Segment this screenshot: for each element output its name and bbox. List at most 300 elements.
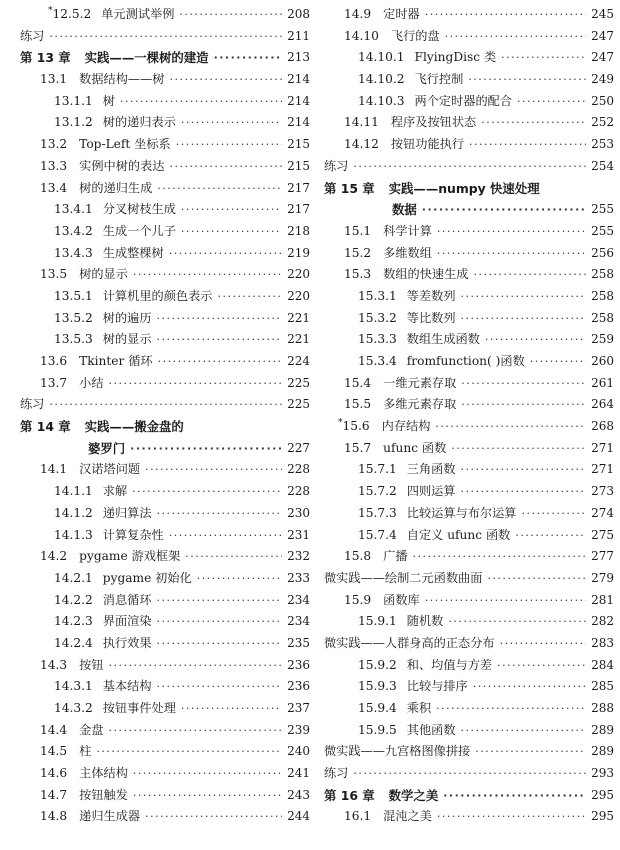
page-number: 224 bbox=[287, 354, 310, 368]
section-title: 三角函数 bbox=[406, 462, 456, 477]
leader-dots bbox=[459, 373, 586, 395]
leader-dots bbox=[174, 134, 282, 156]
section-title: 按钮事件处理 bbox=[102, 701, 176, 715]
section-number: 13.5.3 bbox=[54, 332, 93, 347]
leader-dots bbox=[495, 655, 586, 677]
page-number: 230 bbox=[287, 505, 310, 520]
section-title: 广播 bbox=[383, 549, 408, 564]
page-number: 258 bbox=[591, 288, 614, 303]
page-number: 252 bbox=[591, 115, 614, 130]
leader-dots bbox=[473, 741, 586, 763]
toc-entry[interactable] bbox=[20, 590, 310, 612]
toc-entry[interactable] bbox=[324, 416, 614, 438]
leader-dots bbox=[107, 720, 282, 742]
section-title: 单元测试举例 bbox=[101, 7, 175, 21]
toc-entry[interactable] bbox=[20, 91, 310, 113]
toc-entry[interactable] bbox=[324, 69, 614, 91]
toc-entry[interactable] bbox=[324, 720, 614, 742]
leader-dots bbox=[515, 91, 586, 113]
leader-dots bbox=[459, 481, 586, 503]
page-number: 220 bbox=[287, 288, 310, 303]
page-number: 217 bbox=[287, 180, 310, 195]
leader-dots bbox=[528, 351, 586, 373]
page-number: 277 bbox=[591, 549, 614, 564]
toc-entry[interactable] bbox=[20, 69, 310, 91]
leader-dots bbox=[131, 264, 282, 286]
page-number: 275 bbox=[591, 527, 614, 542]
section-title: 多维数组 bbox=[383, 245, 432, 260]
page-number: 244 bbox=[287, 809, 310, 824]
page-number: 213 bbox=[287, 50, 310, 65]
page-number: 240 bbox=[287, 744, 310, 759]
page-number: 247 bbox=[591, 50, 614, 65]
section-title: 柱 bbox=[79, 744, 92, 759]
toc-entry[interactable] bbox=[20, 763, 310, 785]
leader-dots bbox=[155, 178, 282, 200]
toc-entry[interactable] bbox=[20, 156, 310, 178]
toc-entry[interactable] bbox=[20, 329, 310, 351]
section-number: 14.2.1 bbox=[54, 570, 93, 585]
section-number: 14.5 bbox=[40, 744, 68, 759]
toc-entry[interactable] bbox=[20, 459, 310, 481]
section-number: 15.4 bbox=[344, 375, 372, 390]
toc-entry[interactable] bbox=[20, 351, 310, 373]
leader-dots bbox=[131, 785, 282, 807]
toc-entry[interactable] bbox=[324, 546, 614, 568]
page-number: 285 bbox=[591, 679, 614, 694]
section-title: 求解 bbox=[102, 484, 128, 499]
page-number: 225 bbox=[287, 397, 310, 412]
toc-entry[interactable] bbox=[324, 676, 614, 698]
page-number: 218 bbox=[287, 223, 310, 238]
section-title: 飞行控制 bbox=[414, 72, 464, 87]
section-number: 13.1.2 bbox=[54, 115, 93, 130]
page-number: 274 bbox=[591, 505, 614, 520]
section-title: ufunc 函数 bbox=[383, 440, 447, 455]
page-number: 231 bbox=[287, 527, 310, 542]
toc-entry[interactable] bbox=[324, 243, 614, 265]
optional-marker: * bbox=[48, 6, 53, 16]
leader-dots bbox=[459, 720, 586, 742]
page-number: 295 bbox=[591, 787, 614, 802]
section-title: 比较与排序 bbox=[406, 679, 468, 694]
leader-dots bbox=[131, 763, 282, 785]
page-number: 258 bbox=[591, 310, 614, 325]
page-number: 254 bbox=[591, 158, 614, 173]
section-title: pygame 初始化 bbox=[102, 570, 192, 585]
section-number: 13.5.2 bbox=[54, 310, 93, 325]
toc-chapter-entry[interactable] bbox=[324, 178, 614, 200]
page-number: 284 bbox=[591, 657, 614, 672]
section-number: 15.1 bbox=[344, 223, 372, 238]
leader-dots bbox=[107, 655, 282, 677]
toc-entry[interactable] bbox=[20, 481, 310, 503]
toc-entry[interactable] bbox=[324, 568, 614, 590]
section-number: 15.2 bbox=[344, 245, 372, 260]
section-title: 等差数列 bbox=[406, 288, 456, 303]
leader-dots bbox=[351, 763, 586, 785]
section-title: FlyingDisc 类 bbox=[414, 50, 497, 65]
toc-entry[interactable] bbox=[324, 394, 614, 416]
section-title: 树的递归表示 bbox=[102, 115, 176, 130]
section-number: 15.9.4 bbox=[358, 701, 397, 715]
leader-dots bbox=[435, 806, 586, 828]
leader-dots bbox=[449, 438, 586, 460]
leader-dots bbox=[435, 221, 586, 243]
section-title: 计算机里的颜色表示 bbox=[102, 288, 213, 303]
page-number: 228 bbox=[287, 462, 310, 477]
section-number: 14.10.3 bbox=[358, 93, 405, 108]
section-title: 多维元素存取 bbox=[383, 397, 457, 412]
section-title: 数据结构——树 bbox=[79, 72, 165, 87]
toc-entry[interactable] bbox=[324, 112, 614, 134]
toc-entry[interactable] bbox=[20, 243, 310, 265]
toc-entry[interactable] bbox=[324, 4, 614, 26]
section-title: 数据 bbox=[392, 202, 417, 218]
toc-entry[interactable] bbox=[324, 264, 614, 286]
page-number: 282 bbox=[591, 614, 614, 629]
section-number: 14.2.2 bbox=[54, 592, 93, 607]
toc-entry[interactable] bbox=[20, 525, 310, 547]
page-number: 228 bbox=[287, 484, 310, 499]
section-number: 14.2.3 bbox=[54, 614, 93, 629]
page-number: 289 bbox=[591, 744, 614, 759]
section-title: 两个定时器的配合 bbox=[414, 93, 513, 108]
section-title: pygame 游戏框架 bbox=[79, 549, 181, 564]
section-number: 13.5.1 bbox=[54, 288, 93, 303]
optional-marker: * bbox=[338, 418, 343, 429]
page-number: 259 bbox=[591, 332, 614, 347]
leader-dots bbox=[179, 112, 282, 134]
leader-dots bbox=[155, 503, 282, 525]
toc-entry[interactable] bbox=[20, 785, 310, 807]
page-number: 271 bbox=[591, 462, 614, 477]
section-number: 13.4.3 bbox=[54, 245, 93, 260]
toc-entry[interactable] bbox=[324, 373, 614, 395]
toc-entry[interactable] bbox=[20, 373, 310, 395]
leader-dots bbox=[215, 286, 282, 308]
toc-entry[interactable] bbox=[324, 156, 614, 178]
section-number: 14.6 bbox=[40, 766, 68, 781]
section-title: 微实践——九宫格图像拼接 bbox=[324, 744, 471, 759]
section-title: 数组的快速生成 bbox=[383, 267, 469, 282]
toc-entry[interactable] bbox=[324, 698, 614, 720]
leader-dots bbox=[143, 459, 282, 481]
leader-dots bbox=[155, 633, 282, 655]
page-number: 233 bbox=[287, 570, 310, 585]
leader-dots bbox=[179, 221, 282, 243]
toc-entry[interactable] bbox=[20, 199, 310, 221]
leader-dots bbox=[471, 676, 586, 698]
toc-entry[interactable] bbox=[324, 655, 614, 677]
leader-dots bbox=[435, 243, 586, 265]
toc-entry[interactable] bbox=[20, 741, 310, 763]
leader-dots bbox=[94, 741, 282, 763]
leader-dots bbox=[156, 351, 282, 373]
section-number: 15.9.3 bbox=[358, 679, 397, 694]
section-number: 14.4 bbox=[40, 722, 68, 737]
leader-dots bbox=[499, 47, 586, 69]
section-title: 执行效果 bbox=[102, 635, 152, 650]
section-title: 微实践——人群身高的正态分布 bbox=[324, 635, 495, 650]
section-title: 实践——numpy 快速处理 bbox=[388, 180, 540, 196]
page-number: 234 bbox=[287, 592, 310, 607]
leader-dots bbox=[519, 503, 586, 525]
section-number: 15.9 bbox=[344, 592, 372, 607]
toc-entry[interactable] bbox=[324, 806, 614, 828]
page-number: 293 bbox=[591, 766, 614, 781]
section-title: 微实践——绘制二元函数曲面 bbox=[324, 570, 483, 585]
toc-entry[interactable] bbox=[324, 221, 614, 243]
leader-dots bbox=[118, 91, 282, 113]
leader-dots bbox=[177, 4, 282, 26]
page-number: 236 bbox=[287, 679, 310, 694]
leader-dots bbox=[443, 26, 586, 48]
section-number: 第 14 章 bbox=[20, 419, 71, 435]
section-number: 15.7.1 bbox=[358, 462, 397, 477]
toc-entry[interactable] bbox=[324, 481, 614, 503]
page-number: 221 bbox=[287, 310, 310, 325]
section-title: 数学之美 bbox=[388, 787, 439, 803]
toc-entry[interactable] bbox=[324, 438, 614, 460]
section-number: 14.12 bbox=[344, 137, 379, 152]
section-number: 13.3 bbox=[40, 158, 68, 173]
toc-chapter-entry[interactable] bbox=[324, 785, 614, 807]
page-number: 239 bbox=[287, 722, 310, 737]
page-number: 261 bbox=[591, 375, 614, 390]
section-title: Tkinter 循环 bbox=[79, 354, 153, 368]
leader-dots bbox=[471, 264, 586, 286]
leader-dots bbox=[155, 329, 282, 351]
toc-entry[interactable] bbox=[324, 459, 614, 481]
page-number: 295 bbox=[591, 809, 614, 824]
section-title: 树 bbox=[102, 93, 115, 108]
toc-entry[interactable] bbox=[324, 199, 614, 221]
section-number: 14.1 bbox=[40, 462, 68, 477]
section-number: 14.3.1 bbox=[54, 679, 93, 694]
page-number: 268 bbox=[591, 419, 614, 434]
leader-dots bbox=[187, 416, 282, 438]
toc-entry[interactable] bbox=[324, 134, 614, 156]
page-number: 245 bbox=[591, 7, 614, 21]
toc-entry[interactable] bbox=[20, 221, 310, 243]
leader-dots bbox=[433, 416, 586, 438]
page-number: 258 bbox=[591, 267, 614, 282]
leader-dots bbox=[183, 546, 282, 568]
section-number: 15.3.3 bbox=[358, 332, 397, 347]
toc-entry[interactable] bbox=[20, 264, 310, 286]
toc-entry[interactable] bbox=[20, 112, 310, 134]
section-title: 飞行的盘 bbox=[390, 28, 440, 43]
section-title: 随机数 bbox=[406, 614, 444, 629]
toc-chapter-entry[interactable] bbox=[20, 416, 310, 438]
page-number: 255 bbox=[591, 223, 614, 238]
section-title: 实践——一棵树的建造 bbox=[84, 50, 209, 66]
section-number: 15.9.2 bbox=[358, 657, 397, 672]
section-title: 汉诺塔问题 bbox=[79, 462, 141, 477]
section-number: 13.1 bbox=[40, 72, 68, 87]
section-title: 数组生成函数 bbox=[406, 332, 480, 347]
toc-entry[interactable] bbox=[324, 47, 614, 69]
section-title: 树的递归生成 bbox=[79, 180, 153, 195]
toc-entry[interactable] bbox=[324, 525, 614, 547]
section-title: 函数库 bbox=[383, 592, 420, 607]
section-number: 15.7 bbox=[344, 440, 372, 455]
toc-chapter-entry[interactable] bbox=[20, 47, 310, 69]
section-title: 按钮功能执行 bbox=[390, 137, 465, 152]
section-number: 14.3.2 bbox=[54, 701, 93, 715]
section-number: 14.2.4 bbox=[54, 635, 93, 650]
leader-dots bbox=[423, 590, 586, 612]
section-number: 14.10.2 bbox=[358, 72, 405, 87]
section-number: 16.1 bbox=[344, 809, 372, 824]
section-title: 和、均值与方差 bbox=[406, 657, 493, 672]
page-number: 264 bbox=[591, 397, 614, 412]
page-number: 260 bbox=[591, 354, 614, 368]
section-number: 15.9.1 bbox=[358, 614, 397, 629]
toc-entry[interactable] bbox=[324, 633, 614, 655]
section-number: 第 16 章 bbox=[324, 787, 375, 803]
toc-entry[interactable] bbox=[20, 698, 310, 720]
leader-dots bbox=[351, 156, 586, 178]
leader-dots bbox=[459, 459, 586, 481]
section-number: 15.7.2 bbox=[358, 484, 397, 499]
leader-dots bbox=[459, 308, 586, 330]
toc-entry[interactable] bbox=[324, 286, 614, 308]
section-title: 比较运算与布尔运算 bbox=[406, 505, 517, 520]
section-title: 计算复杂性 bbox=[102, 527, 164, 542]
toc-entry[interactable] bbox=[20, 178, 310, 200]
section-title: 界面渲染 bbox=[102, 614, 152, 629]
page-number: 221 bbox=[287, 332, 310, 347]
toc-entry[interactable] bbox=[20, 676, 310, 698]
leader-dots bbox=[434, 698, 586, 720]
section-title: 程序及按钮状态 bbox=[390, 115, 477, 130]
leader-dots bbox=[47, 26, 282, 48]
section-number: 12.5.2 bbox=[52, 7, 92, 21]
leader-dots bbox=[155, 590, 282, 612]
toc-entry[interactable] bbox=[324, 611, 614, 633]
toc-entry[interactable] bbox=[20, 438, 310, 460]
leader-dots bbox=[423, 4, 586, 26]
page-number: 208 bbox=[287, 7, 310, 21]
section-title: 混沌之美 bbox=[383, 809, 432, 824]
page-number: 236 bbox=[287, 657, 310, 672]
toc-entry[interactable] bbox=[20, 4, 310, 26]
page-number: 211 bbox=[287, 28, 310, 43]
section-number: 15.7.3 bbox=[358, 505, 397, 520]
section-number: 14.9 bbox=[344, 7, 372, 21]
section-number: 15.3.2 bbox=[358, 310, 397, 325]
section-title: 树的遍历 bbox=[102, 310, 152, 325]
section-title: 实例中树的表达 bbox=[79, 158, 165, 173]
toc-entry[interactable] bbox=[324, 26, 614, 48]
toc-entry[interactable] bbox=[324, 590, 614, 612]
toc-entry[interactable] bbox=[20, 720, 310, 742]
toc-entry[interactable] bbox=[20, 134, 310, 156]
page-number: 243 bbox=[287, 787, 310, 802]
section-title: 实践——搬金盘的 bbox=[84, 419, 184, 435]
section-number: 13.2 bbox=[40, 137, 68, 152]
section-number: 13.1.1 bbox=[54, 93, 93, 108]
toc-entry[interactable] bbox=[324, 503, 614, 525]
page-number: 253 bbox=[591, 137, 614, 152]
section-number: 14.7 bbox=[40, 787, 68, 802]
section-number: 14.10.1 bbox=[358, 50, 405, 65]
toc-entry[interactable] bbox=[20, 611, 310, 633]
section-number: 13.5 bbox=[40, 267, 68, 282]
section-number: 14.1.2 bbox=[54, 505, 93, 520]
section-number: 15.7.4 bbox=[358, 527, 397, 542]
toc-entry[interactable] bbox=[20, 503, 310, 525]
leader-dots bbox=[459, 286, 586, 308]
leader-dots bbox=[441, 785, 586, 807]
toc-entry[interactable] bbox=[324, 741, 614, 763]
leader-dots bbox=[483, 329, 586, 351]
section-number: 15.9.5 bbox=[358, 722, 397, 737]
leader-dots bbox=[459, 394, 586, 416]
leader-dots bbox=[107, 373, 282, 395]
toc-entry[interactable] bbox=[324, 351, 614, 373]
section-title: 树的显示 bbox=[102, 332, 152, 347]
toc-entry[interactable] bbox=[20, 308, 310, 330]
toc-entry[interactable] bbox=[20, 394, 310, 416]
section-number: 13.4.1 bbox=[54, 202, 93, 217]
leader-dots bbox=[498, 633, 586, 655]
page-number: 256 bbox=[591, 245, 614, 260]
toc-entry[interactable] bbox=[324, 308, 614, 330]
page-number: 215 bbox=[287, 137, 310, 152]
toc-entry[interactable] bbox=[324, 91, 614, 113]
section-title: 练习 bbox=[324, 766, 349, 781]
toc-entry[interactable] bbox=[20, 286, 310, 308]
toc-entry[interactable] bbox=[324, 329, 614, 351]
section-title: 自定义 ufunc 函数 bbox=[406, 527, 511, 542]
toc-entry[interactable] bbox=[20, 655, 310, 677]
section-title: 一维元素存取 bbox=[383, 375, 457, 390]
toc-entry[interactable] bbox=[20, 26, 310, 48]
toc-entry[interactable] bbox=[20, 633, 310, 655]
section-number: 13.4 bbox=[40, 180, 68, 195]
page-number: 241 bbox=[287, 766, 310, 781]
section-number: 15.5 bbox=[344, 397, 372, 412]
section-number: 14.10 bbox=[344, 28, 379, 43]
leader-dots bbox=[195, 568, 282, 590]
toc-entry[interactable] bbox=[324, 763, 614, 785]
toc-entry[interactable] bbox=[20, 546, 310, 568]
page-number: 271 bbox=[591, 440, 614, 455]
section-title: 金盘 bbox=[79, 722, 104, 737]
page-number: 281 bbox=[591, 592, 614, 607]
toc-left-column bbox=[20, 4, 310, 828]
leader-dots bbox=[179, 698, 282, 720]
section-title: 生成一个儿子 bbox=[102, 223, 176, 238]
section-title: 消息循环 bbox=[102, 592, 152, 607]
page-number: 247 bbox=[591, 28, 614, 43]
toc-entry[interactable] bbox=[20, 568, 310, 590]
leader-dots bbox=[155, 308, 282, 330]
page-number: 220 bbox=[287, 267, 310, 282]
toc-entry[interactable] bbox=[20, 806, 310, 828]
section-title: 其他函数 bbox=[406, 722, 456, 737]
section-number: 14.1.1 bbox=[54, 484, 93, 499]
page-number: 250 bbox=[591, 93, 614, 108]
leader-dots bbox=[130, 481, 282, 503]
section-title: 按钮 bbox=[79, 657, 104, 672]
page-number: 234 bbox=[287, 614, 310, 629]
section-title: 科学计算 bbox=[383, 223, 432, 238]
page-number: 237 bbox=[287, 701, 310, 715]
